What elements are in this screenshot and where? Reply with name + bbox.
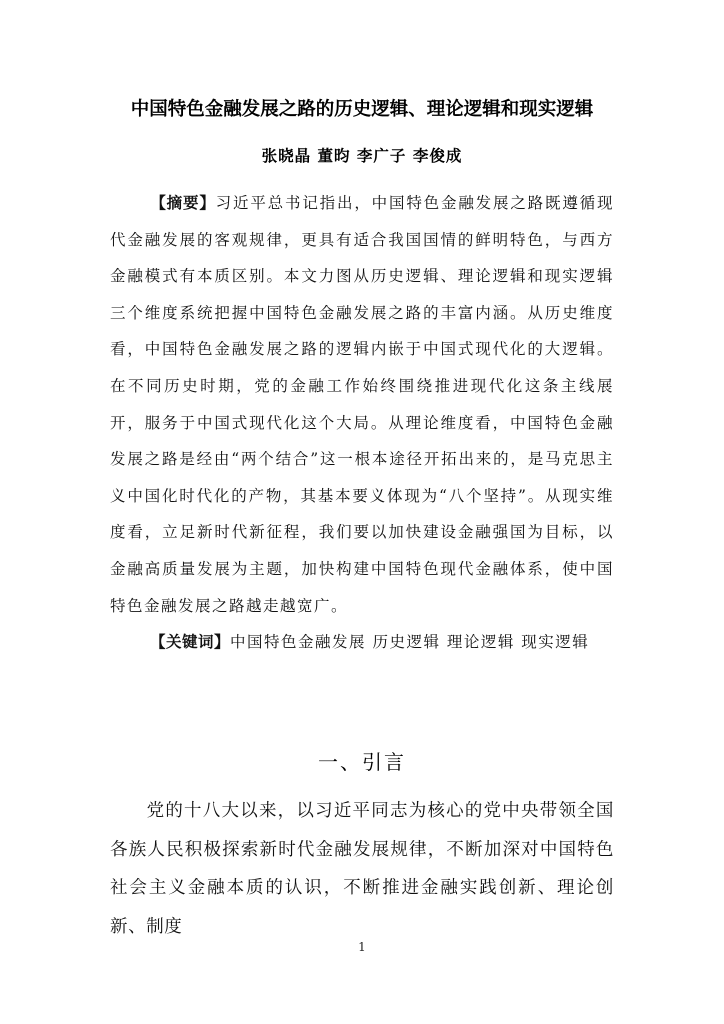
body-paragraph — [110, 792, 614, 946]
section-heading: 一、引言 — [318, 750, 406, 774]
document-title: 中国特色金融发展之路的历史逻辑、理论逻辑和现实逻辑 — [130, 99, 594, 120]
abstract-label: 【摘要】 — [150, 194, 216, 212]
author-list: 张晓晶 董昀 李广子 李俊成 — [261, 147, 463, 165]
keywords-text: 中国特色金融发展 历史逻辑 理论逻辑 现实逻辑 — [230, 633, 590, 651]
keywords-label: 【关键词】 — [150, 633, 231, 651]
page-number: 1 — [358, 940, 366, 954]
body-paragraph-text: 党的十八大以来，以习近平同志为核心的党中央带领全国各族人民积极探索新时代金融发展规律，不断加深对中国特色社会主义金融本质的认识，不断推进金融实践创新、理论创新、制度 — [110, 801, 614, 937]
abstract-text: 习近平总书记指出，中国特色金融发展之路既遵循现代金融发展的客观规律，更具有适合我国国情的鲜明特色，与西方金融模式有本质区别。本文力图从历史逻辑、理论逻辑和现实逻辑三个维度系统把握中国特色金融发展之路的丰富内涵。从历史维度看，中国特色金融发展之路的逻辑内嵌于中国式现代化的大逻辑。在不同历史时期，党的金融工作始终围绕推进现代化这条主线展开，服务于中国式现代化这个大局。从理论维度看，中国特色金融发展之路是经由“两个结合”这一根本途径开拓出来的，是马克思主义中国化时代化的产物，其基本要义体现为“八个坚持”。从现实维度看，立足新时代新征程，我们要以加快建设金融强国为目标，以金融高质量发展为主题，加快构建中国特色现代金融体系，使中国特色金融发展之路越走越宽广。 — [110, 194, 614, 615]
keywords-paragraph — [110, 624, 614, 660]
abstract-paragraph — [110, 185, 614, 624]
